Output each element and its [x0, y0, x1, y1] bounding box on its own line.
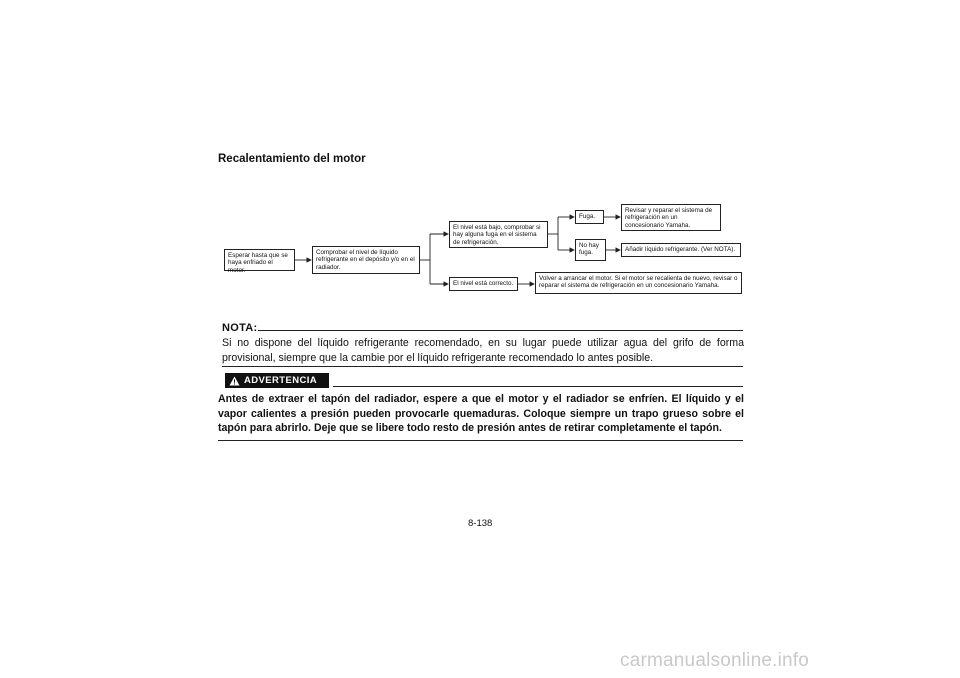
- warning-text: Antes de extraer el tapón del radiador, espere a que el motor y el radiador se enfríen. El líquido y el vapor calientes a presión pueden provocarle quemaduras. Coloque siempre un trapo grueso sobre el tapón para abrirlo. Deje que se libere todo resto de presión antes de retirar completamente el tapón.: [218, 393, 744, 434]
- flow-box-low-level: El nivel está bajo, comprobar si hay alguna fuga en el sistema de refrigeración.: [449, 221, 548, 248]
- nota-label: NOTA:: [222, 322, 258, 334]
- flow-box-wait: Esperar hasta que se haya enfriado el motor.: [224, 249, 295, 271]
- flow-box-repair: Revisar y reparar el sistema de refrigeración en un concesionario Yamaha.: [621, 204, 721, 231]
- warning-triangle-icon: [229, 376, 240, 386]
- flow-box-add-coolant: Añadir líquido refrigerante. (Ver NOTA).: [621, 243, 741, 257]
- nota-top-rule: [258, 330, 743, 331]
- flow-box-no-leak: No hay fuga.: [575, 239, 606, 261]
- watermark: carmanualsonline.info: [620, 650, 810, 671]
- page-number: 8-138: [468, 518, 493, 529]
- warning-badge: [225, 373, 329, 388]
- flow-box-check: Comprobar el nivel de líquido refrigerante en el depósito y/o en el radiador.: [312, 246, 420, 274]
- flow-box-restart: Volver a arrancar el motor. Si el motor se recalienta de nuevo, revisar o reparar el sistema de refrigeración en un concesionario Yamaha.: [535, 272, 742, 294]
- nota-bottom-rule: [222, 366, 743, 367]
- warning-bottom-rule: [218, 440, 743, 441]
- section-title: Recalentamiento del motor: [218, 153, 366, 165]
- flow-box-level-correct: El nivel está correcto.: [449, 277, 518, 291]
- warning-top-rule: [333, 386, 743, 387]
- nota-text: Si no dispone del líquido refrigerante recomendado, en su lugar puede utilizar agua del grifo de forma provisional, siempre que la cambie por el líquido refrigerante recomendado lo antes posible.: [222, 337, 744, 364]
- flow-box-leak: Fuga.: [575, 210, 604, 224]
- warning-label: ADVERTENCIA: [244, 375, 318, 386]
